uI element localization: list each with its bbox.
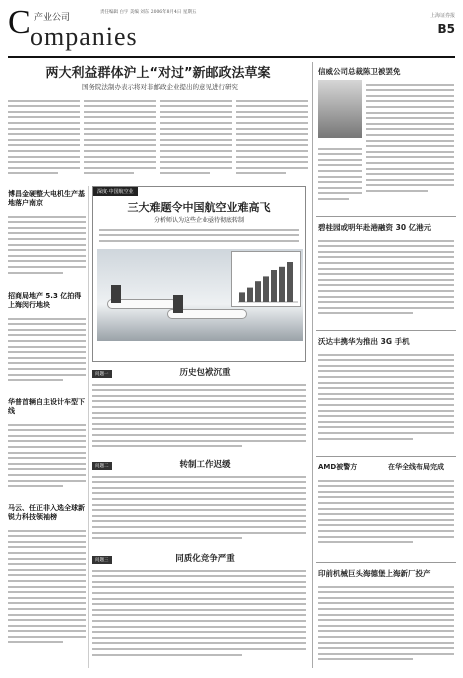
left-item-body: [8, 526, 86, 668]
right-rule: [316, 330, 456, 331]
chart-svg: [232, 252, 300, 306]
feature-intro: [99, 225, 299, 247]
column-divider: [88, 186, 89, 668]
right-story-body: [318, 236, 454, 326]
lead-body-col-4: [236, 96, 308, 182]
lead-body-col-1: [8, 96, 80, 182]
chart-bar: [247, 288, 253, 302]
issue-info: 责任编辑 白宇 美编 刘东 2006年8月4日 星期五: [100, 10, 197, 15]
masthead: [8, 4, 455, 54]
left-item-title: 华普首辆自主设计车型下线: [8, 398, 85, 415]
right-story-title: 沃达丰携华为推出 3G 手机: [318, 337, 410, 346]
chart-bar: [255, 281, 261, 302]
right-story-title: 印前机械巨头海德堡上海新厂投产: [318, 569, 431, 578]
page-number: B5: [437, 22, 455, 36]
left-item-body: [8, 314, 86, 392]
feature-tag: 深度·中国航空业: [93, 187, 138, 196]
brand-initial: C: [8, 4, 31, 41]
brand-wordmark: ompanies: [30, 22, 138, 51]
lead-body-col-2: [84, 96, 156, 182]
lead-headline: 两大利益群体沪上“对过”新邮政法草案: [45, 66, 271, 81]
right-story-body: [318, 476, 454, 556]
chart-bar: [239, 292, 245, 302]
right-story-title: 信威公司总裁陈卫被罢免: [318, 67, 401, 76]
right-story-title: AMD被警方: [318, 463, 358, 471]
right-story-body: [366, 80, 454, 210]
right-column-divider: [312, 62, 313, 668]
section-name: 产业公司: [34, 13, 71, 23]
left-item-title: 博昌金硬整大电机生产基地落户南京: [8, 190, 85, 207]
competition-body: [92, 566, 306, 668]
section-transition: 转制工作迟缓: [179, 460, 231, 470]
chart-bar: [263, 276, 269, 302]
right-story-body: [318, 350, 454, 450]
feature-subtitle: 分析师认为这些企业亟待彻底转制: [153, 217, 244, 224]
inset-bar-chart: [231, 251, 301, 307]
right-story-body: [318, 582, 454, 668]
chart-bar: [287, 262, 293, 302]
history-body: [92, 380, 306, 452]
right-story-title: 碧桂园或明年赴港融资 30 亿港元: [318, 223, 432, 232]
airplane-tail: [111, 285, 121, 303]
transition-body: [92, 472, 306, 544]
section-history: 历史包袱沉重: [179, 368, 231, 378]
right-rule: [316, 562, 456, 563]
right-story-body: [318, 144, 362, 210]
left-item-body: [8, 420, 86, 496]
right-rule: [316, 456, 456, 457]
left-item-title: 马云、任正非入选全球新锐力科技领袖榜: [8, 504, 85, 521]
right-story-title: 在华全线布局完成: [388, 463, 444, 471]
left-item-title: 招商局地产 5.3 亿拍得上海闵行地块: [8, 292, 82, 309]
problem-three-label: 问题三: [92, 556, 112, 564]
portrait-photo: [318, 80, 362, 138]
right-rule: [316, 216, 456, 217]
paper-name: 上海证券报: [429, 13, 455, 19]
feature-title: 三大难题令中国航空业难高飞: [127, 201, 271, 214]
problem-one-label: 问题一: [92, 370, 112, 378]
problem-two-label: 问题二: [92, 462, 112, 470]
lead-body-col-3: [160, 96, 232, 182]
airplane-tail: [173, 295, 183, 313]
section-competition: 同质化竞争严重: [175, 554, 235, 564]
feature-box: [92, 186, 306, 362]
left-item-body: [8, 212, 86, 284]
masthead-rule: [8, 56, 455, 58]
chart-bar: [279, 267, 285, 302]
chart-bar: [271, 270, 277, 302]
lead-subhead: 国务院法制办表示将对非邮政企业提出的意见进行研究: [82, 83, 238, 91]
